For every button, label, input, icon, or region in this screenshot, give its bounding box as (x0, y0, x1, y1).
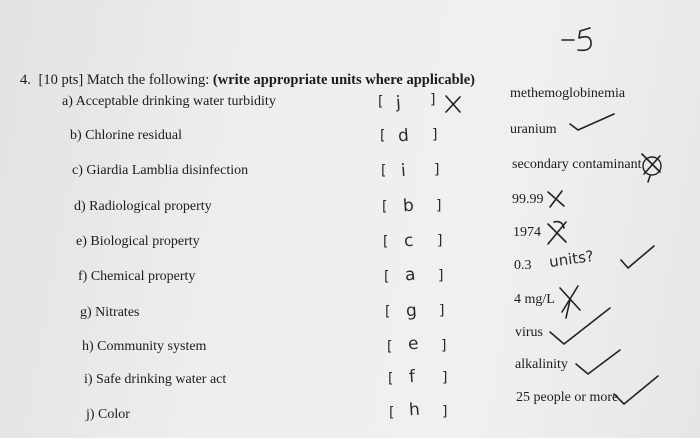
check-mark-icon (548, 306, 614, 348)
item-label: c) Giardia Lamblia disinfection (72, 163, 249, 178)
item-label: h) Community system (82, 339, 207, 354)
question-prompt: Match the following: (86, 72, 213, 88)
check-mark-icon (612, 374, 662, 408)
item-label: e) Biological property (76, 234, 200, 249)
option-text: virus (515, 325, 543, 340)
worksheet-page: 4. [10 pts] Match the following: (write appropriate units where applicable) a) Acceptable drinking water turbidity b) Chlorine residual c) Giardia Lamblia disinfection d) Radiological property e) Biological property f) Chemical property g) Nitrates h) Community system i) Safe drinking water act j) Color [ j ] [ d ] [ i ] [ b ] [ c ] [ a ] [ g ] [ e ] [ f ] [ h ] methemoglobinemia uranium secondary contaminant 99.99 1974 0.3 units? 4 mg/L virus alkalinity 25 people or more (0, 0, 700, 438)
handwritten-answer: a (404, 264, 417, 286)
option-text: uranium (510, 122, 557, 137)
question-number: 4. (20, 72, 31, 88)
check-mark-icon (618, 244, 658, 274)
option-text: 25 people or more (516, 390, 619, 405)
item-label: d) Radiological property (74, 199, 212, 214)
score-mark (560, 22, 610, 63)
option-text: 0.3 (514, 258, 532, 273)
x-mark-icon (544, 188, 568, 210)
item-label: j) Color (86, 407, 130, 422)
item-label: f) Chemical property (78, 269, 196, 284)
handwritten-note: units? (547, 246, 595, 272)
option-text: 99.99 (512, 192, 544, 207)
question-header (20, 72, 475, 89)
handwritten-answer: f (408, 366, 416, 388)
item-label: g) Nitrates (80, 305, 140, 320)
option-text: 4 mg/L (514, 292, 555, 307)
handwritten-answer: i (400, 160, 407, 182)
handwritten-answer: g (405, 300, 418, 322)
x-mark-icon (542, 218, 572, 248)
handwritten-answer: d (397, 125, 410, 147)
handwritten-answer: j (395, 92, 402, 114)
option-text: secondary contaminant (512, 157, 642, 172)
item-label: b) Chlorine residual (70, 128, 182, 143)
handwritten-answer: e (407, 333, 420, 355)
question-points: [10 pts] (38, 72, 84, 88)
option-text: alkalinity (515, 357, 568, 372)
item-label: a) Acceptable drinking water turbidity (62, 94, 276, 109)
x-mark-icon (636, 150, 666, 184)
question-instruction: (write appropriate units where applicable) (212, 72, 475, 88)
item-label: i) Safe drinking water act (84, 372, 227, 387)
option-text: 1974 (513, 225, 541, 240)
x-mark-icon (442, 93, 464, 115)
option-text: methemoglobinemia (510, 86, 626, 101)
handwritten-answer: h (408, 399, 421, 421)
handwritten-answer: c (403, 230, 415, 252)
handwritten-answer: b (402, 195, 415, 217)
check-mark-icon (568, 112, 618, 136)
